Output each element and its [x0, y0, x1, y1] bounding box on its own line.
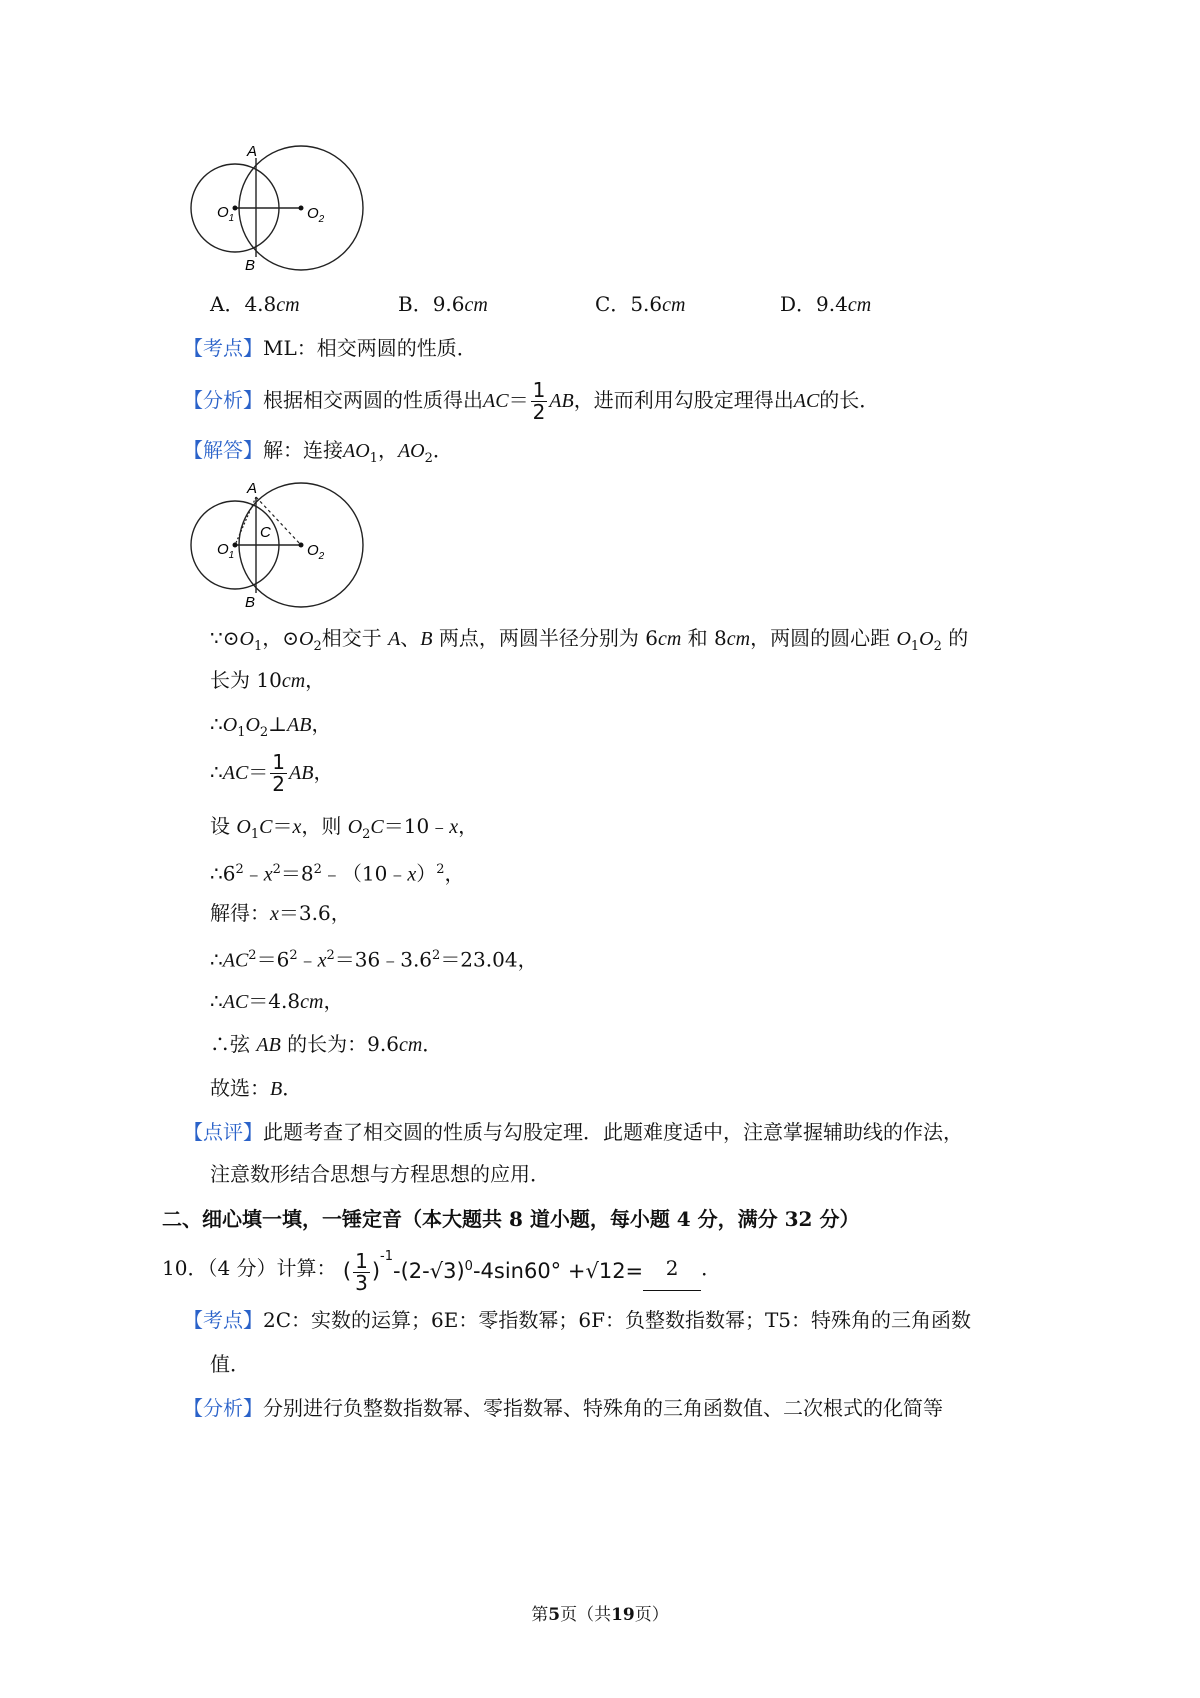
question-10-number: 10．（4 分）计算：	[162, 1255, 337, 1280]
fenxi2-line	[183, 1394, 943, 1422]
page-total: 19	[611, 1605, 635, 1625]
label-o1: $O_1$	[217, 541, 235, 561]
center-o1-dot	[233, 543, 238, 548]
question-10	[162, 1245, 721, 1295]
fenxi-text-1: 根据相交两圆的性质得出	[263, 388, 483, 412]
label-b: B	[245, 257, 256, 273]
jieda-ao2: AO	[397, 440, 425, 462]
kaodian2-line-1	[183, 1306, 971, 1334]
question-10-end: ．	[701, 1255, 722, 1280]
dianping-line-1	[183, 1118, 963, 1146]
kaodian2-text-1: 2C：实数的运算；6E：零指数幂；6F：负整数指数幂；T5：特殊角的三角函数	[263, 1308, 972, 1332]
fenxi-line	[183, 378, 879, 422]
solution-line-5: 设 $O_1C=x$，则 $O_2C=10﹣x$，	[210, 814, 479, 842]
dianping-line-2	[210, 1160, 550, 1188]
label-c: C	[260, 524, 271, 541]
solution-line-1: $\because⊙O_1$，$⊙O_2$相交于 A、B 两点，两圆半径分别为 6cm 和 8cm，两圆的圆心距 $O_1O_2$ 的	[210, 626, 969, 654]
fenxi-tag: 【分析】	[183, 388, 263, 412]
answer-blank[interactable]: 2	[643, 1246, 701, 1291]
page-footer: 第5页（共19页）	[531, 1605, 669, 1625]
jieda-comma: ，	[377, 438, 398, 462]
center-o2-dot	[299, 543, 304, 548]
solution-line-8: $\therefore AC^2=6^2﹣x^2=36﹣3.6^2=23.04$，	[210, 947, 538, 972]
label-o2: $O_2$	[307, 205, 325, 225]
jieda-end: ．	[432, 438, 453, 462]
solution-line-10: ∴弦 AB 的长为：9.6cm．	[210, 1032, 443, 1056]
option-d[interactable]: D．9.4cm	[780, 292, 872, 316]
fenxi-ab: AB	[549, 390, 574, 412]
label-o1: $O_1$	[217, 204, 235, 224]
center-o2-dot	[299, 206, 304, 211]
jieda-text: 解：连接	[263, 438, 343, 462]
jieda-line	[183, 436, 453, 473]
kaodian-text: ML：相交两圆的性质．	[263, 336, 477, 360]
solution-line-7: 解得：x＝3.6，	[210, 901, 351, 925]
section-2-title: 二、细心填一填，一锤定音（本大题共 8 道小题，每小题 4 分，满分 32 分）	[162, 1207, 860, 1231]
option-b[interactable]: B．9.6cm	[398, 292, 488, 316]
kaodian-tag: 【考点】	[183, 336, 263, 360]
question-10-formula: ( $\frac{1}{3}$ )$^{-1}-(2-√3)^0-4\sin 60^\circ +√12=$	[342, 1248, 644, 1295]
intersecting-circles-figure-1	[185, 138, 375, 273]
solution-line-9: ∴AC＝4.8cm，	[210, 989, 344, 1013]
fenxi-ac: AC	[483, 390, 509, 412]
jieda-sub1: 1	[369, 451, 378, 466]
kaodian2-line-2	[210, 1350, 250, 1378]
dianping-text-2: 注意数形结合思想与方程思想的应用．	[210, 1162, 550, 1186]
jieda-ao1: AO	[343, 440, 370, 462]
solution-line-3: $\therefore O_1O_2\perp AB$，	[210, 712, 332, 740]
kaodian2-tag: 【考点】	[183, 1308, 263, 1332]
kaodian2-text-2: 值．	[210, 1352, 250, 1376]
option-a[interactable]: A．4.8cm	[210, 292, 300, 316]
solution-line-6: $\therefore 6^2﹣x^2=8^2﹣(10﹣x)^2$，	[210, 861, 465, 886]
fraction-half: $\frac{1}{2}$	[272, 750, 286, 796]
label-o2: $O_2$	[307, 542, 325, 562]
intersecting-circles-figure-2	[185, 475, 375, 610]
fenxi-text-3: 的长．	[819, 388, 880, 412]
solution-line-4: ∴AC＝ $\frac{1}{2}$ AB，	[210, 750, 334, 796]
label-a: A	[247, 143, 258, 160]
fraction-half: $\frac{1}{2}$	[532, 378, 546, 424]
dianping-tag: 【点评】	[183, 1120, 263, 1144]
fenxi-eq: ＝	[508, 388, 529, 412]
center-o1-dot	[233, 206, 238, 211]
fenxi-text-2: ，进而利用勾股定理得出	[573, 388, 794, 412]
kaodian-line	[183, 334, 477, 362]
solution-line-11: 故选：B．	[210, 1076, 303, 1100]
jieda-sub2: 2	[424, 451, 433, 466]
fenxi2-tag: 【分析】	[183, 1396, 263, 1420]
label-a: A	[247, 480, 258, 497]
page-number: 5	[548, 1605, 561, 1625]
dianping-text-1: 此题考查了相交圆的性质与勾股定理．此题难度适中，注意掌握辅助线的作法，	[263, 1120, 963, 1144]
solution-line-2: 长为 10cm，	[210, 668, 326, 692]
label-b: B	[245, 594, 256, 610]
fenxi2-text: 分别进行负整数指数幂、零指数幂、特殊角的三角函数值、二次根式的化简等	[263, 1396, 943, 1420]
fenxi-ac2: AC	[793, 390, 820, 412]
jieda-tag: 【解答】	[183, 438, 263, 462]
option-c[interactable]: C．5.6cm	[595, 292, 686, 316]
